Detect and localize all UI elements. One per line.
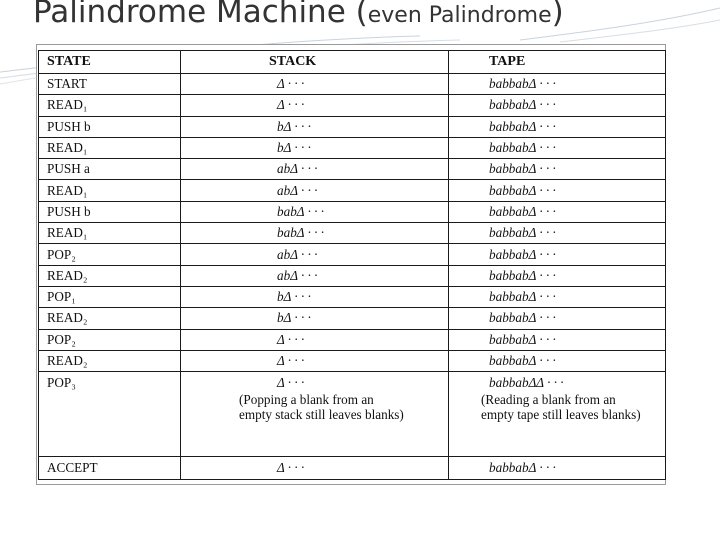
header-stack: STACK [181,51,449,74]
tape-note: (Reading a blank from an empty tape still leaves blanks) [481,392,641,423]
header-state: STATE [39,51,181,74]
title-close-paren: ) [551,0,564,30]
tape-cell: babbabΔ · · · [449,180,666,201]
stack-cell: bΔ · · · [181,116,449,137]
state-cell: POP₂ [39,329,181,350]
state-cell: START [39,74,181,95]
stack-value: Δ · · · [277,375,305,391]
stack-cell [181,372,449,457]
tape-cell: babbabΔ · · · [449,159,666,180]
state-cell: READ₁ [39,223,181,244]
tape-cell: babbabΔ · · · [449,308,666,329]
state-cell: READ₂ [39,308,181,329]
stack-cell: abΔ · · · [181,159,449,180]
state-cell: READ₁ [39,137,181,158]
table-row [39,137,666,158]
table-row [39,308,666,329]
tape-cell: babbabΔ · · · [449,265,666,286]
tape-cell: babbabΔ · · · [449,329,666,350]
tape-cell: babbabΔ · · · [449,74,666,95]
table-row [39,329,666,350]
title-open-paren: ( [355,0,368,30]
tape-value: babbabΔΔ · · · [489,375,564,391]
stack-cell: bΔ · · · [181,308,449,329]
table-row [39,95,666,116]
stack-cell: Δ · · · [181,74,449,95]
stack-cell: Δ · · · [181,457,449,480]
state-cell: PUSH a [39,159,181,180]
state-cell: POP₁ [39,286,181,307]
stack-cell: Δ · · · [181,350,449,371]
table-row-pop3 [39,372,666,457]
table-row [39,265,666,286]
tape-cell: babbabΔ · · · [449,95,666,116]
stack-cell: abΔ · · · [181,180,449,201]
stack-cell: abΔ · · · [181,265,449,286]
table-row [39,201,666,222]
table-row [39,159,666,180]
tape-cell [449,372,666,457]
table-row [39,244,666,265]
table-row [39,116,666,137]
tape-cell: babbabΔ · · · [449,350,666,371]
stack-cell: babΔ · · · [181,223,449,244]
state-cell: ACCEPT [39,457,181,480]
stack-cell: bΔ · · · [181,137,449,158]
state-cell: POP₂ [39,244,181,265]
stack-cell: babΔ · · · [181,201,449,222]
tape-cell: babbabΔ · · · [449,201,666,222]
tape-cell: babbabΔ · · · [449,286,666,307]
table-body [39,74,666,480]
state-cell: READ₁ [39,95,181,116]
state-cell: PUSH b [39,201,181,222]
page-title [33,0,564,31]
table-row [39,286,666,307]
header-tape: TAPE [449,51,666,74]
table-row-accept [39,457,666,480]
tape-cell: babbabΔ · · · [449,137,666,158]
state-cell: READ₂ [39,350,181,371]
tape-cell: babbabΔ · · · [449,116,666,137]
stack-cell: Δ · · · [181,95,449,116]
stack-cell: bΔ · · · [181,286,449,307]
table-row [39,223,666,244]
tape-cell: babbabΔ · · · [449,457,666,480]
state-cell: POP₃ [39,372,181,457]
stack-cell: abΔ · · · [181,244,449,265]
stack-cell: Δ · · · [181,329,449,350]
title-main: Palindrome Machine [33,0,356,30]
title-subtitle: even Palindrome [367,3,552,28]
state-cell: PUSH b [39,116,181,137]
state-cell: READ₂ [39,265,181,286]
table-header-row [39,51,666,74]
pda-trace-table [38,50,666,480]
state-cell: READ₁ [39,180,181,201]
stack-note: (Popping a blank from an empty stack still leaves blanks) [239,392,404,423]
table-row [39,180,666,201]
tape-cell: babbabΔ · · · [449,244,666,265]
tape-cell: babbabΔ · · · [449,223,666,244]
table-row [39,74,666,95]
table-row [39,350,666,371]
